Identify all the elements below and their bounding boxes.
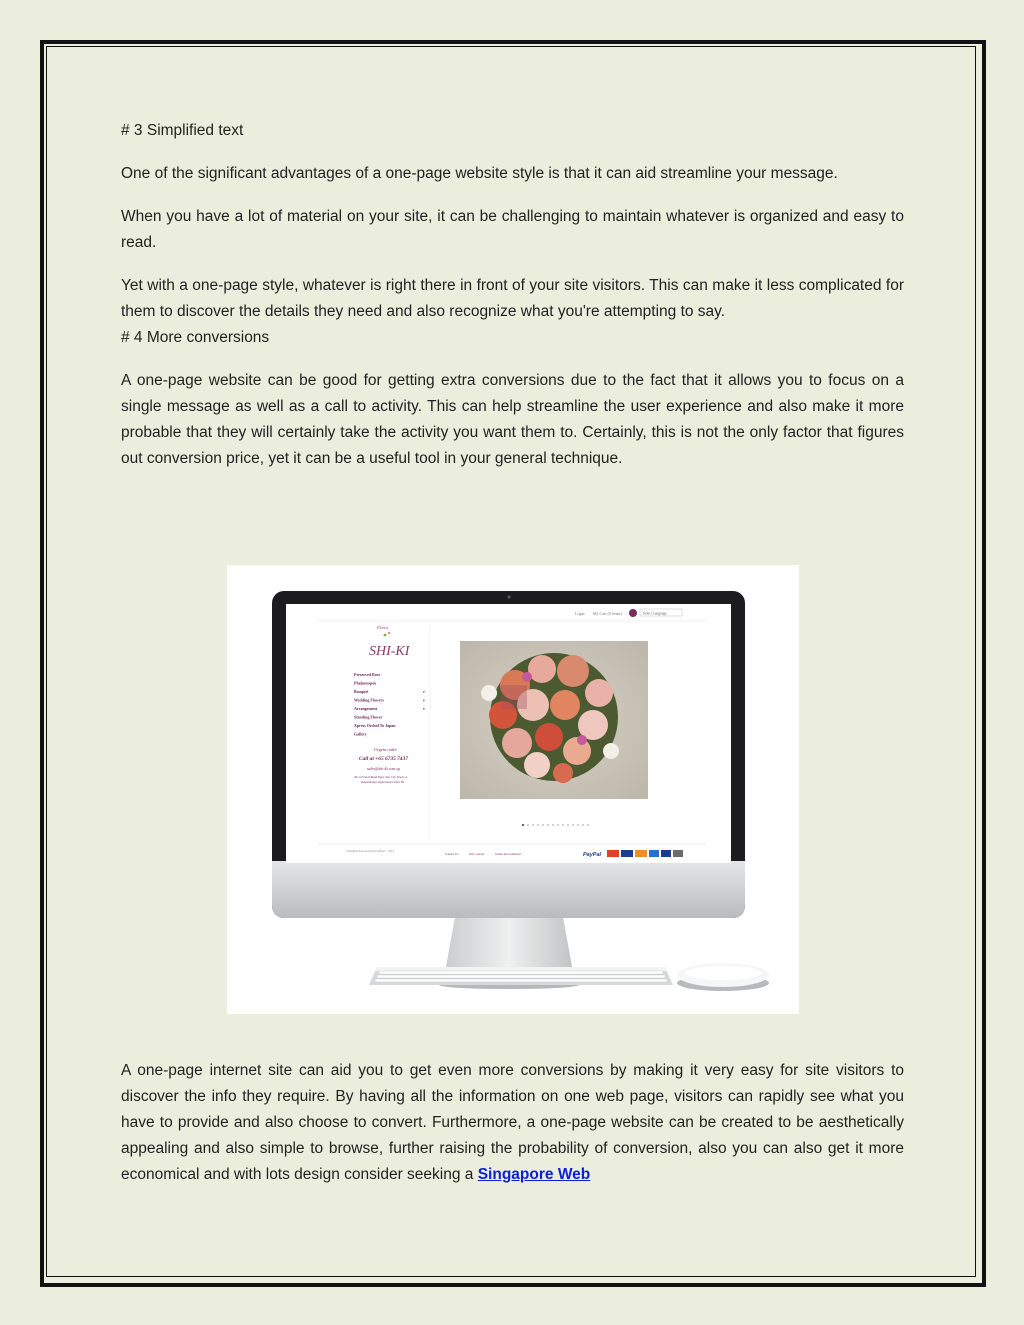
site-language-label: Select Language (643, 611, 667, 616)
site-cart-link: My Cart (0 items) (593, 611, 622, 616)
site-search-icon (629, 609, 637, 617)
site-menu-item[interactable]: Phalaenopsis (354, 680, 377, 686)
site-phone: Call at +65 6735 7437 (359, 756, 408, 762)
site-copyright: All Rights Reserved Florist Shi-Ki © 2015 (346, 850, 394, 853)
section-3-paragraph-3: Yet with a one-page style, whatever is right there in front of your site visitors. This can make it less complicated for them to discover the details they need and also recognize what you're attempting to say. (121, 277, 904, 320)
section-3-paragraph-1: One of the significant advantages of a one-page website style is that it can aid streamline your message. (121, 165, 838, 182)
section-3-paragraph-2: When you have a lot of material on your site, it can be challenging to maintain whatever is organized and easy to read. (121, 208, 904, 251)
closing-paragraph (121, 1058, 904, 1188)
mouse (677, 963, 769, 991)
site-menu-item[interactable]: Bouquet (354, 689, 369, 694)
section-4-heading: # 4 More conversions (121, 329, 270, 346)
closing-text: A one-page internet site can aid you to get even more conversions by making it very easy for site visitors to discover the info they require. By having all the information on one web page, visitors can rapidly see what you have to provide and also choose to convert. Furthermore, a one-page website can be created to be aesthetically appealing and also simple to browse, further raising the probability of conversion, also you can also get it more economical and with lots design consider seeking a (121, 1062, 904, 1183)
imac-website-figure (227, 565, 799, 1014)
site-address-line-1: 391 Orchard Road Ngee Ann City Tower A (354, 775, 407, 779)
svg-text:▾: ▾ (423, 698, 425, 703)
document-body (121, 118, 904, 489)
imac-illustration (227, 565, 799, 1014)
site-menu-item[interactable]: Wedding Flowers (354, 697, 384, 703)
site-address-line-2: Takashimaya Department Store B1 (361, 780, 405, 784)
site-footer-link[interactable]: Terms and conditions (495, 852, 521, 856)
site-menu-item[interactable]: Standing Flower (354, 714, 383, 720)
site-footer-link[interactable]: Contact Us (445, 852, 459, 856)
site-menu-item[interactable]: Gallery (354, 731, 367, 737)
svg-text:▾: ▾ (423, 707, 425, 711)
site-paypal-label: PayPal (583, 852, 602, 858)
svg-text:▾: ▾ (423, 690, 425, 694)
site-login-link: Login (575, 611, 585, 616)
site-menu-item[interactable]: Xpress Orchid To Japan (354, 723, 396, 728)
site-logo-small: Florist (377, 625, 388, 630)
site-urgent-label: Urgent order (374, 747, 397, 752)
site-hero-photo (460, 641, 648, 799)
imac-chin (272, 861, 745, 918)
site-footer-link[interactable]: Our Concept (469, 852, 485, 856)
singapore-web-link[interactable]: Singapore Web (477, 1166, 591, 1183)
site-logo: SHI-KI (369, 644, 410, 659)
section-3-heading: # 3 Simplified text (121, 122, 244, 139)
site-menu-item[interactable]: Preserved Rose (354, 672, 381, 677)
site-email: sales@shi-ki.com.sg (367, 766, 400, 771)
section-4-paragraph-1: A one-page website can be good for getting extra conversions due to the fact that it allows you to focus on a single message as well as a call to activity. This can help streamline the user experience and also make it more probable that they will certainly take the activity you want them to. Certainly, this is not the only factor that figures out conversion price, yet it can be a useful tool in your general technique. (121, 372, 904, 467)
site-menu-item[interactable]: Arrangement (354, 706, 378, 711)
keyboard (369, 967, 673, 985)
